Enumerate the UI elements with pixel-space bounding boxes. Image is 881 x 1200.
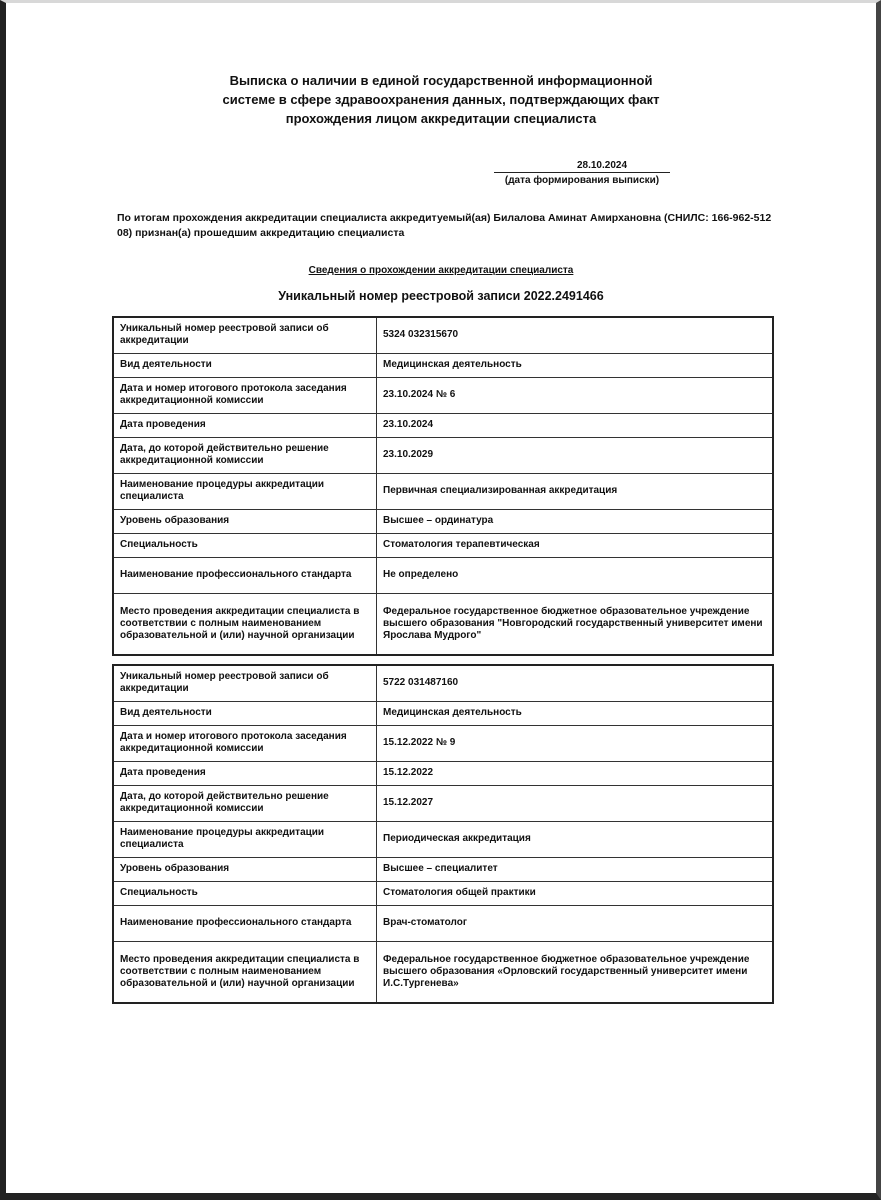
row-label: Специальность	[113, 533, 377, 557]
statement-date: 28.10.2024	[494, 160, 670, 173]
row-value: 15.12.2022	[377, 761, 774, 785]
table-row	[113, 473, 773, 509]
table-row	[113, 437, 773, 473]
row-label: Наименование профессионального стандарта	[113, 905, 377, 941]
table-row	[113, 761, 773, 785]
row-label: Уникальный номер реестровой записи об аккредитации	[113, 665, 377, 701]
title-line-1: Выписка о наличии в единой государственной информационной	[229, 73, 653, 88]
row-value: 15.12.2022 № 9	[377, 725, 774, 761]
title-line-2: системе в сфере здравоохранения данных, подтверждающих факт	[222, 92, 660, 107]
row-value: Периодическая аккредитация	[377, 821, 774, 857]
row-label: Уникальный номер реестровой записи об аккредитации	[113, 317, 377, 353]
row-label: Место проведения аккредитации специалиста в соответствии с полным наименованием образовательной и (или) научной организации	[113, 941, 377, 1003]
registry-number: Уникальный номер реестровой записи 2022.2491466	[278, 289, 604, 303]
table-row	[113, 785, 773, 821]
table-row	[113, 353, 773, 377]
row-value: Медицинская деятельность	[377, 353, 774, 377]
row-label: Дата проведения	[113, 761, 377, 785]
table-row	[113, 857, 773, 881]
table-row	[113, 821, 773, 857]
accreditation-record-table-2	[112, 664, 774, 1004]
table-row	[113, 665, 773, 701]
row-value: Высшее – специалитет	[377, 857, 774, 881]
row-value: 23.10.2024 № 6	[377, 377, 774, 413]
section-title: Сведения о прохождении аккредитации специалиста	[308, 265, 574, 276]
row-value: Врач-стоматолог	[377, 905, 774, 941]
row-value: Стоматология общей практики	[377, 881, 774, 905]
table-row	[113, 377, 773, 413]
row-value: 23.10.2024	[377, 413, 774, 437]
row-value: Стоматология терапевтическая	[377, 533, 774, 557]
table-row	[113, 881, 773, 905]
row-label: Уровень образования	[113, 857, 377, 881]
row-value: Первичная специализированная аккредитация	[377, 473, 774, 509]
row-value: 15.12.2027	[377, 785, 774, 821]
row-label: Дата и номер итогового протокола заседания аккредитационной комиссии	[113, 725, 377, 761]
row-value: Не определено	[377, 557, 774, 593]
document-page	[6, 3, 876, 1193]
table-row	[113, 557, 773, 593]
row-value: Высшее – ординатура	[377, 509, 774, 533]
table-row	[113, 413, 773, 437]
row-value: 23.10.2029	[377, 437, 774, 473]
row-value: 5722 031487160	[377, 665, 774, 701]
row-label: Вид деятельности	[113, 701, 377, 725]
statement-date-block	[494, 160, 670, 186]
row-label: Дата проведения	[113, 413, 377, 437]
row-label: Наименование процедуры аккредитации специалиста	[113, 473, 377, 509]
row-label: Дата, до которой действительно решение аккредитационной комиссии	[113, 437, 377, 473]
statement-date-caption: (дата формирования выписки)	[504, 175, 660, 186]
title-line-3: прохождения лицом аккредитации специалиста	[285, 111, 597, 126]
row-label: Дата, до которой действительно решение аккредитационной комиссии	[113, 785, 377, 821]
table-row	[113, 725, 773, 761]
row-label: Наименование процедуры аккредитации специалиста	[113, 821, 377, 857]
row-label: Уровень образования	[113, 509, 377, 533]
document-title	[6, 71, 876, 128]
table-row	[113, 533, 773, 557]
row-value: Медицинская деятельность	[377, 701, 774, 725]
table-row	[113, 593, 773, 655]
row-label: Место проведения аккредитации специалиста в соответствии с полным наименованием образовательной и (или) научной организации	[113, 593, 377, 655]
table-row	[113, 317, 773, 353]
table-row	[113, 941, 773, 1003]
table-row	[113, 509, 773, 533]
table-row	[113, 701, 773, 725]
intro-text: По итогам прохождения аккредитации специалиста аккредитуемый(ая) Билалова Аминат Амирхановна (СНИЛС: 166-962-512 08) признан(а) прошедшим аккредитацию специалиста	[117, 212, 772, 239]
row-value: Федеральное государственное бюджетное образовательное учреждение высшего образования "Новгородский государственный университет имени Ярослава Мудрого"	[377, 593, 774, 655]
row-label: Специальность	[113, 881, 377, 905]
row-label: Вид деятельности	[113, 353, 377, 377]
table-row	[113, 905, 773, 941]
accreditation-record-table-1	[112, 316, 774, 656]
row-label: Дата и номер итогового протокола заседания аккредитационной комиссии	[113, 377, 377, 413]
row-value: Федеральное государственное бюджетное образовательное учреждение высшего образования «Орловский государственный университет имени И.С.Тургенева»	[377, 941, 774, 1003]
row-label: Наименование профессионального стандарта	[113, 557, 377, 593]
row-value: 5324 032315670	[377, 317, 774, 353]
